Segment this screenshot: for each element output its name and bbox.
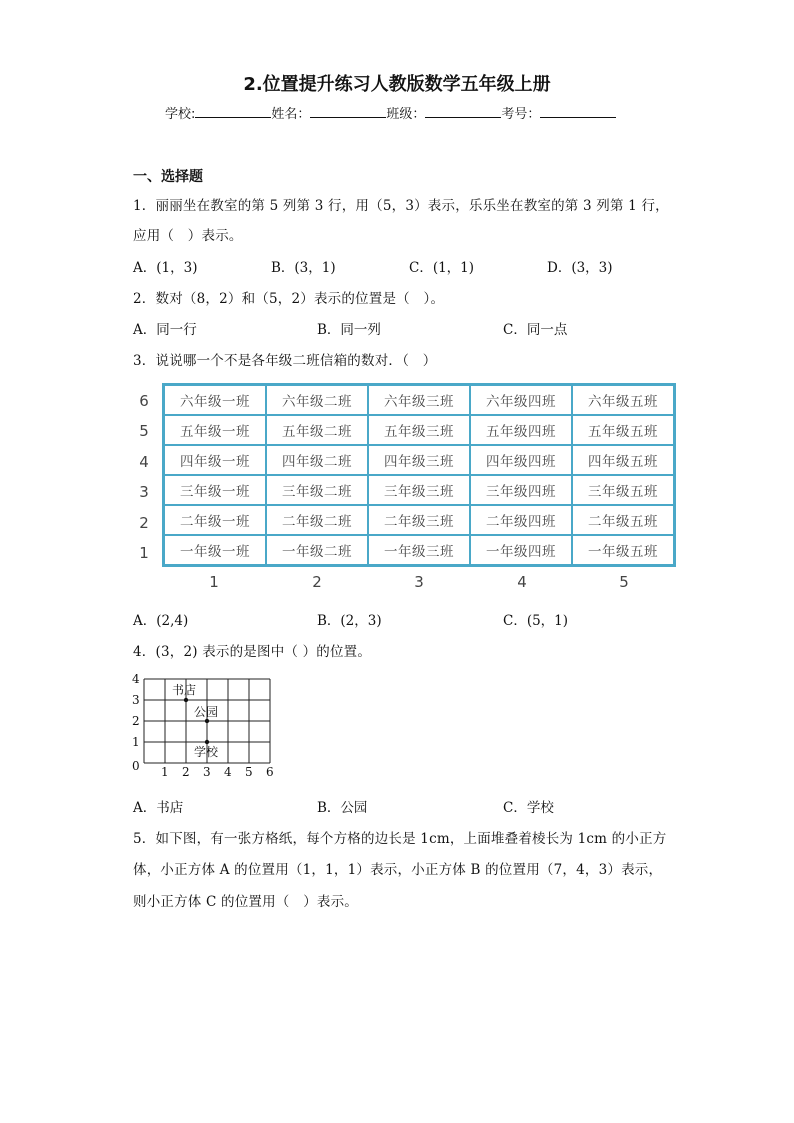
row-label: 4 <box>139 453 149 471</box>
mailbox-cell: 五年级二班 <box>266 415 368 445</box>
section-heading: 一、选择题 <box>133 169 203 185</box>
mailbox-cell: 二年级五班 <box>572 505 674 535</box>
name-label: 姓名： <box>271 107 311 122</box>
mailbox-cell: 三年级二班 <box>266 475 368 505</box>
row-label: 1 <box>139 544 149 562</box>
mailbox-cell: 二年级二班 <box>266 505 368 535</box>
mailbox-cell: 六年级四班 <box>470 385 572 415</box>
q1-option-a[interactable]: A．(1，3) <box>133 260 198 276</box>
class-blank[interactable] <box>425 103 501 118</box>
park-point <box>205 719 209 723</box>
mailbox-cell: 一年级一班 <box>164 535 266 565</box>
mailbox-cell: 一年级五班 <box>572 535 674 565</box>
mailbox-cell: 五年级三班 <box>368 415 470 445</box>
mailbox-cell: 六年级一班 <box>164 385 266 415</box>
x-axis-label: 4 <box>224 765 232 779</box>
school-label: 学校 <box>194 745 219 759</box>
number-blank[interactable] <box>540 103 616 118</box>
mailbox-cell: 三年级五班 <box>572 475 674 505</box>
col-label: 2 <box>312 573 322 591</box>
mailbox-cell: 一年级二班 <box>266 535 368 565</box>
y-axis-label: 1 <box>132 735 140 749</box>
q5-line1: 5．如下图，有一张方格纸，每个方格的边长是 1cm，上面堆叠着棱长为 1cm 的小正方 <box>133 831 667 847</box>
q5-line3: 则小正方体 C 的位置用（ ）表示。 <box>133 894 359 910</box>
q4-option-c[interactable]: C．学校 <box>503 800 554 816</box>
row-label: 5 <box>139 422 149 440</box>
row-label: 2 <box>139 514 149 532</box>
q2-option-a[interactable]: A．同一行 <box>133 322 197 338</box>
mailbox-grid <box>162 383 676 567</box>
school-blank[interactable] <box>195 103 271 118</box>
bookstore-label: 书店 <box>172 683 197 697</box>
mailbox-cell: 一年级三班 <box>368 535 470 565</box>
x-axis-label: 5 <box>245 765 253 779</box>
mailbox-cell: 五年级五班 <box>572 415 674 445</box>
mailbox-cell: 四年级五班 <box>572 445 674 475</box>
q3-option-c[interactable]: C．(5，1) <box>503 613 569 629</box>
x-axis-label: 2 <box>182 765 190 779</box>
school-point <box>205 740 209 744</box>
mailbox-cell: 三年级三班 <box>368 475 470 505</box>
park-label: 公园 <box>194 705 219 719</box>
q3-line1: 3．说说哪一个不是各年级二班信箱的数对．（ ） <box>133 353 437 369</box>
mailbox-cell: 一年级四班 <box>470 535 572 565</box>
school-label: 学校: <box>165 107 196 122</box>
q1-option-b[interactable]: B．(3，1) <box>271 260 336 276</box>
mailbox-cell: 四年级四班 <box>470 445 572 475</box>
q3-option-a[interactable]: A．(2,4) <box>133 613 189 629</box>
y-axis-label: 3 <box>132 693 140 707</box>
row-label: 6 <box>139 392 149 410</box>
coordinate-grid-map <box>128 670 288 782</box>
q4-option-a[interactable]: A．书店 <box>133 800 184 816</box>
y-axis-label: 2 <box>132 714 140 728</box>
mailbox-cell: 三年级四班 <box>470 475 572 505</box>
q2-option-c[interactable]: C．同一点 <box>503 322 568 338</box>
mailbox-cell: 二年级四班 <box>470 505 572 535</box>
y-axis-label: 0 <box>132 759 140 773</box>
mailbox-cell: 五年级四班 <box>470 415 572 445</box>
mailbox-cell: 六年级三班 <box>368 385 470 415</box>
q1-option-d[interactable]: D．(3，3) <box>547 260 613 276</box>
q2-line1: 2．数对（8，2）和（5，2）表示的位置是（ ）。 <box>133 291 445 307</box>
q3-option-b[interactable]: B．(2，3) <box>317 613 382 629</box>
mailbox-cell: 三年级一班 <box>164 475 266 505</box>
mailbox-cell: 五年级一班 <box>164 415 266 445</box>
q1-line1: 1．丽丽坐在教室的第 5 列第 3 行，用（5，3）表示，乐乐坐在教室的第 3 列第 1 行， <box>133 198 669 214</box>
col-label: 3 <box>414 573 424 591</box>
bookstore-point <box>184 698 188 702</box>
class-label: 班级： <box>386 107 426 122</box>
q5-line2: 体，小正方体 A 的位置用（1，1，1）表示，小正方体 B 的位置用（7，4，3）表示， <box>133 862 663 878</box>
col-label: 4 <box>517 573 527 591</box>
mailbox-cell: 六年级二班 <box>266 385 368 415</box>
mailbox-cell: 四年级一班 <box>164 445 266 475</box>
page-title: 2.位置提升练习人教版数学五年级上册 <box>243 74 551 95</box>
mailbox-cell: 二年级一班 <box>164 505 266 535</box>
x-axis-label: 3 <box>203 765 211 779</box>
col-label: 1 <box>209 573 219 591</box>
mailbox-cell: 六年级五班 <box>572 385 674 415</box>
x-axis-label: 6 <box>266 765 274 779</box>
row-label: 3 <box>139 483 149 501</box>
q1-line2: 应用（ ）表示。 <box>133 228 243 244</box>
student-info-line <box>165 103 616 122</box>
mailbox-cell: 二年级三班 <box>368 505 470 535</box>
x-axis-label: 1 <box>161 765 169 779</box>
mailbox-cell: 四年级三班 <box>368 445 470 475</box>
q4-line1: 4．(3，2) 表示的是图中（ ）的位置。 <box>133 644 372 660</box>
mailbox-cell: 四年级二班 <box>266 445 368 475</box>
name-blank[interactable] <box>310 103 386 118</box>
y-axis-label: 4 <box>132 672 140 686</box>
q2-option-b[interactable]: B．同一列 <box>317 322 381 338</box>
q4-option-b[interactable]: B．公园 <box>317 800 368 816</box>
q1-option-c[interactable]: C．(1，1) <box>409 260 475 276</box>
col-label: 5 <box>619 573 629 591</box>
number-label: 考号： <box>501 107 541 122</box>
